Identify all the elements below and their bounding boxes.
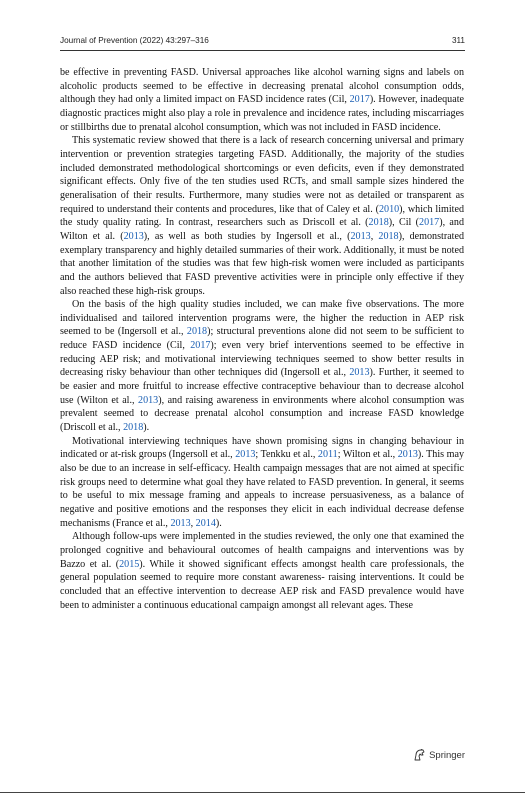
body-paragraph <box>60 66 464 134</box>
citation-link[interactable]: 2013 <box>123 230 144 242</box>
paragraph-text: ); even very brief interventions seemed to be effective in reducing AEP risk; and motivational interviewing techniques seemed to show better results in decreasing risky behaviour than other techniques did (Ingersoll et al., <box>60 340 464 379</box>
citation-link[interactable]: 2017 <box>419 217 440 229</box>
paragraph-text: ); structural preventions alone did not seem to be sufficient to reduce FASD incidence (Cil, <box>60 326 464 352</box>
citation-link[interactable]: 2013 <box>349 367 370 379</box>
citation-link[interactable]: 2017 <box>190 340 211 352</box>
paragraph-text: ). Further, it seemed to be easier and more fruitful to increase effective contraceptive behaviour than to decrease alcohol use (Wilton et al., <box>60 367 464 406</box>
page-bottom-rule <box>0 792 525 793</box>
paragraph-text: Although follow-ups were implemented in the studies reviewed, the only one that examined the prolonged cognitive and behavioural outcomes of health campaigns and interventions was by Bazzo et al. ( <box>60 531 464 570</box>
citation-link[interactable]: 2011 <box>317 449 338 461</box>
publisher-footer <box>413 749 465 761</box>
page-number: 311 <box>451 36 465 45</box>
paragraph-text: ; Wilton et al., <box>337 449 398 461</box>
running-header <box>60 36 465 45</box>
paragraph-text: On the basis of the high quality studies included, we can make five observations. The more individualised and tailored intervention programs were, the higher the reduction in AEP risk seemed to be (Ingersoll et al., <box>60 299 464 338</box>
body-paragraph <box>60 298 464 435</box>
citation-link[interactable]: 2014 <box>195 517 216 529</box>
springer-horse-icon <box>413 749 426 761</box>
paragraph-text: ), which limited the study quality rating. In contrast, researchers such as Driscoll et al. ( <box>60 203 464 229</box>
paragraph-text: ). This may also be due to an increase in self-efficacy. Health campaign messages that are not aimed at specific risk groups need to determine what goal they have related to FASD prevention. In general, it seems to be useful to mix message framing and appeals to increase persuasiveness, as a balance of negative and positive emotions and the responses they elicit in each individual decrease defense mechanisms (France et al., <box>60 449 464 529</box>
body-paragraph <box>60 530 464 612</box>
citation-link[interactable]: 2018 <box>186 326 208 338</box>
paragraph-text: ). <box>215 517 222 529</box>
citation-link[interactable]: 2010 <box>378 203 400 215</box>
citation-link[interactable]: 2018 <box>368 217 389 229</box>
publisher-name: Springer <box>429 749 465 761</box>
paragraph-text: Motivational interviewing techniques have shown promising signs in changing behaviour in indicated or at-risk groups (Ingersoll et al., <box>60 435 464 461</box>
citation-link[interactable]: 2018 <box>123 422 144 434</box>
paragraph-text: ). <box>143 422 150 434</box>
paragraph-text: ; Tenkku et al., <box>255 449 318 461</box>
citation-link[interactable]: 2013 <box>397 449 418 461</box>
body-paragraph <box>60 134 464 298</box>
paragraph-text: be effective in preventing FASD. Universal approaches like alcohol warning signs and labels on alcoholic products seemed to be effective in decreasing prenatal alcohol consumption odds, although they had only a limited impact on FASD incidence rates (Cil, <box>60 67 464 106</box>
paragraph-text: ), and Wilton et al. ( <box>60 217 465 242</box>
body-paragraph <box>60 435 464 531</box>
paragraph-text: , <box>190 517 196 529</box>
paragraph-text: ), as well as both studies by Ingersoll et al., ( <box>143 230 351 242</box>
body-text <box>60 66 464 612</box>
citation-link[interactable]: 2013 <box>170 517 191 529</box>
paragraph-text: , <box>370 230 379 242</box>
citation-link[interactable]: 2017 <box>349 94 370 106</box>
header-rule <box>60 50 465 51</box>
citation-link[interactable]: 2015 <box>119 558 140 570</box>
citation-link[interactable]: 2018 <box>378 230 399 242</box>
citation-link[interactable]: 2013 <box>235 449 256 461</box>
paragraph-text: ), demonstrated exemplary transparency and highly detailed summaries of their work. Additionally, it must be noted that another limitation of the studies was that few high-risk women were included as participants and the authors believed that FASD preventive activities were in principle only effective if they also reached these high-risk groups. <box>60 230 465 297</box>
paragraph-text: This systematic review showed that there is a lack of research concerning universal and primary intervention or prevention strategies targeting FASD. Additionally, the majority of the studies included demonstrated methodological shortcomings or even deficits, even if they demonstrated significant effects. Only five of the ten studies used RCTs, and small sample sizes hindered the generalisation of their results. Furthermore, many studies were not as detailed or transparent as required to understand their contents and procedures, like that of Caley et al. ( <box>60 135 464 215</box>
paragraph-text: ). While it showed significant effects amongst health care professionals, the general population seemed to require more constant awareness- raising interventions. It could be concluded that an effective intervention to decrease AEP risk and FASD prevalence would have been to administer a continuous educational campaign amongst all relevant ages. These <box>60 558 464 611</box>
paragraph-text: ), Cil ( <box>388 217 420 229</box>
citation-link[interactable]: 2013 <box>138 394 159 406</box>
paragraph-text: ). However, inadequate diagnostic practices might also play a role in prevalence and incidence rates, including miscarriages or stillbirths due to prenatal alcohol consumption, which was not included in FASD incidence. <box>60 94 464 133</box>
citation-link[interactable]: 2013 <box>350 230 371 242</box>
paragraph-text: ), and raising awareness in environments where alcohol consumption was prevalent seemed to decrease prenatal alcohol consumption and increase FASD knowledge (Driscoll et al., <box>60 394 465 434</box>
journal-citation: Journal of Prevention (2022) 43:297–316 <box>60 36 209 45</box>
